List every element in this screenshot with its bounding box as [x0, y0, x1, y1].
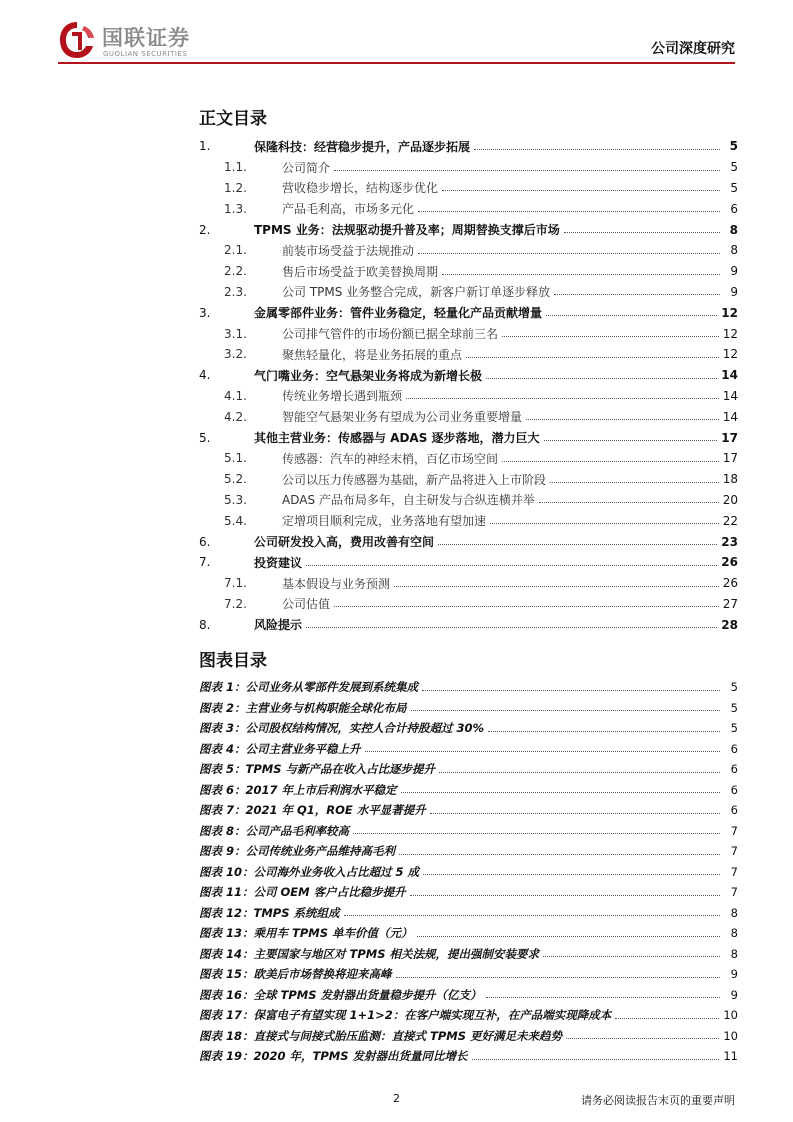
toc-entry-number: 1.2.	[224, 180, 247, 195]
toc-entry-number: 2.1.	[224, 243, 247, 258]
dot-leader	[564, 232, 720, 233]
toc-entry[interactable]	[199, 198, 738, 219]
figure-entry-page: 8	[730, 905, 738, 920]
figure-entry-text: 图表 6：2017 年上市后利润水平稳定	[199, 782, 397, 797]
toc-entry-page: 14	[722, 409, 738, 424]
toc-entry-text: 公司简介	[282, 160, 331, 175]
toc-entry-page: 12	[722, 326, 738, 341]
toc-entry-number: 2.	[199, 222, 211, 237]
dot-leader	[546, 315, 717, 316]
page-number: 2	[393, 1092, 400, 1105]
dot-leader	[550, 482, 719, 483]
toc-entry[interactable]	[199, 365, 738, 386]
figure-entry-page: 6	[730, 803, 738, 818]
dot-leader	[401, 792, 720, 793]
logo-chinese-name: 国联证券	[102, 26, 190, 50]
figure-entry[interactable]	[199, 677, 738, 698]
dot-leader	[422, 690, 720, 691]
figure-entry-text: 图表 17：保富电子有望实现 1+1>2：在客户端实现互补，在产品端实现降成本	[199, 1008, 612, 1023]
figure-entry-page: 6	[730, 782, 738, 797]
figure-entry-page: 7	[730, 844, 738, 859]
toc-entry-page: 22	[722, 513, 738, 528]
dot-leader	[410, 895, 720, 896]
figure-entry-page: 9	[730, 987, 738, 1002]
figure-entry-page: 11	[723, 1049, 738, 1064]
toc-entry[interactable]	[199, 531, 738, 552]
toc-entry-number: 5.1.	[224, 451, 247, 466]
figure-entry-page: 6	[730, 762, 738, 777]
toc-entry-number: 1.	[199, 139, 211, 154]
toc-entry-page: 9	[730, 284, 738, 299]
dot-leader	[615, 1018, 719, 1019]
toc-entry[interactable]	[199, 427, 738, 448]
toc-entry-number: 2.2.	[224, 264, 247, 279]
dot-leader	[418, 211, 720, 212]
figure-entry-text: 图表 7：2021 年 Q1，ROE 水平显著提升	[199, 803, 426, 818]
figure-entry-text: 图表 18：直接式与间接式胎压监测：直接式 TPMS 更好满足未来趋势	[199, 1028, 563, 1043]
toc-entry-text: 公司研发投入高，费用改善有空间	[254, 535, 435, 550]
toc-entry-number: 6.	[199, 534, 211, 549]
figure-entry-page: 7	[730, 864, 738, 879]
dot-leader	[442, 274, 720, 275]
figures-title: 图表目录	[199, 651, 267, 671]
toc-entry[interactable]	[199, 510, 738, 531]
figure-entry-page: 8	[730, 946, 738, 961]
toc-entry-text: 传统业务增长遇到瓶颈	[282, 389, 403, 404]
toc-entry-page: 14	[721, 368, 738, 383]
toc-entry-number: 4.2.	[224, 409, 247, 424]
toc-entry-number: 4.1.	[224, 388, 247, 403]
dot-leader	[526, 419, 719, 420]
toc-entry[interactable]	[199, 573, 738, 594]
figure-entry[interactable]	[199, 759, 738, 780]
figure-entry-text: 图表 3：公司股权结构情况，实控人合计持股超过 30%	[199, 721, 485, 736]
toc-entry-text: 金属零部件业务：管件业务稳定，轻量化产品贡献增量	[254, 306, 543, 321]
figure-entry[interactable]	[199, 862, 738, 883]
toc-entry[interactable]	[199, 240, 738, 261]
toc-entry-text: 公司排气管件的市场份额已据全球前三名	[282, 327, 499, 342]
toc-entry-page: 5	[729, 139, 738, 154]
dot-leader	[353, 833, 720, 834]
dot-leader	[334, 606, 719, 607]
toc-entry-page: 14	[722, 388, 738, 403]
dot-leader	[490, 523, 719, 524]
dot-leader	[394, 586, 719, 587]
figure-entry-text: 图表 5：TPMS 与新产品在收入占比逐步提升	[199, 762, 436, 777]
toc-entry-text: 公司以压力传感器为基础，新产品将进入上市阶段	[282, 472, 547, 487]
toc-entry-page: 26	[721, 555, 738, 570]
toc-entry-text: 公司估值	[282, 597, 331, 612]
report-type-label: 公司深度研究	[651, 41, 735, 57]
figure-entry-page: 7	[730, 885, 738, 900]
toc-entry-number: 7.2.	[224, 596, 247, 611]
toc-entry-text: 聚焦轻量化，将是业务拓展的重点	[282, 347, 463, 362]
table-of-contents	[199, 136, 738, 635]
toc-entry-number: 7.	[199, 555, 211, 570]
figure-entry-text: 图表 4：公司主营业务平稳上升	[199, 741, 361, 756]
figure-entry[interactable]	[199, 718, 738, 739]
dot-leader	[488, 731, 720, 732]
figure-entry-text: 图表 11：公司 OEM 客户占比稳步提升	[199, 885, 406, 900]
figure-entry-page: 5	[730, 721, 738, 736]
figure-entry-text: 图表 13：乘用车 TPMS 单车价值（元）	[199, 926, 413, 941]
header-divider	[58, 62, 735, 64]
dot-leader	[502, 336, 719, 337]
toc-entry-text: 售后市场受益于欧美替换周期	[282, 264, 439, 279]
toc-entry-page: 12	[722, 347, 738, 362]
toc-entry-number: 3.2.	[224, 347, 247, 362]
figure-entry-text: 图表 9：公司传统业务产品维持高毛利	[199, 844, 396, 859]
toc-entry-page: 9	[730, 264, 738, 279]
dot-leader	[474, 149, 720, 150]
toc-entry-page: 20	[722, 492, 738, 507]
toc-entry-text: 基本假设与业务预测	[282, 576, 391, 591]
toc-entry-page: 6	[730, 201, 738, 216]
toc-entry-text: 产品毛利高，市场多元化	[282, 202, 415, 217]
toc-entry-page: 26	[722, 576, 738, 591]
toc-entry-text: TPMS 业务：法规驱动提升普及率；周期替换支撑后市场	[254, 223, 560, 238]
dot-leader	[406, 398, 719, 399]
figure-entry-text: 图表 8：公司产品毛利率较高	[199, 823, 350, 838]
toc-entry[interactable]	[199, 490, 738, 511]
dot-leader	[399, 854, 720, 855]
dot-leader	[344, 915, 720, 916]
toc-entry-page: 5	[730, 160, 738, 175]
page-header	[0, 0, 793, 70]
toc-entry[interactable]	[199, 282, 738, 303]
figure-entry-page: 5	[730, 700, 738, 715]
figure-entry[interactable]	[199, 964, 738, 985]
figure-entry-text: 图表 10：公司海外业务收入占比超过 5 成	[199, 864, 420, 879]
toc-entry[interactable]	[199, 469, 738, 490]
toc-entry-number: 8.	[199, 617, 211, 632]
dot-leader	[417, 936, 720, 937]
dot-leader	[438, 544, 717, 545]
toc-entry-text: 其他主营业务：传感器与 ADAS 逐步落地，潜力巨大	[254, 431, 540, 446]
toc-title: 正文目录	[199, 109, 267, 129]
toc-entry-text: 风险提示	[254, 618, 303, 633]
toc-entry-number: 2.3.	[224, 284, 247, 299]
toc-entry[interactable]	[199, 261, 738, 282]
figure-entry-text: 图表 15：欧美后市场替换将迎来高峰	[199, 967, 392, 982]
figure-entry[interactable]	[199, 800, 738, 821]
figure-entry-text: 图表 16：全球 TPMS 发射器出货量稳步提升（亿支）	[199, 987, 482, 1002]
toc-entry[interactable]	[199, 406, 738, 427]
toc-entry[interactable]	[199, 178, 738, 199]
dot-leader	[442, 190, 720, 191]
toc-entry-text: 公司 TPMS 业务整合完成，新客户新订单逐步释放	[282, 285, 551, 300]
dot-leader	[544, 440, 718, 441]
footer-disclaimer: 请务必阅读报告末页的重要声明	[581, 1094, 735, 1107]
toc-entry-page: 17	[722, 451, 738, 466]
toc-entry-page: 23	[721, 534, 738, 549]
toc-entry-page: 17	[721, 430, 738, 445]
toc-entry[interactable]	[199, 448, 738, 469]
figure-entry[interactable]	[199, 1005, 738, 1026]
toc-entry[interactable]	[199, 594, 738, 615]
dot-leader	[472, 1059, 720, 1060]
toc-entry[interactable]	[199, 323, 738, 344]
toc-entry-text: 智能空气悬架业务有望成为公司业务重要增量	[282, 410, 523, 425]
logo-english-name: GUOLIAN SECURITIES	[103, 50, 188, 58]
figure-entry-page: 7	[730, 823, 738, 838]
figure-entry-text: 图表 19：2020 年，TPMS 发射器出货量同比增长	[199, 1049, 468, 1064]
toc-entry-page: 8	[729, 222, 738, 237]
dot-leader	[418, 253, 720, 254]
toc-entry-page: 18	[722, 472, 738, 487]
toc-entry-number: 1.3.	[224, 201, 247, 216]
figure-entry-page: 10	[723, 1008, 738, 1023]
figure-entry[interactable]	[199, 698, 738, 719]
figure-entry-page: 6	[730, 741, 738, 756]
toc-entry-text: 定增项目顺利完成，业务落地有望加速	[282, 514, 487, 529]
figure-entry-text: 图表 12：TMPS 系统组成	[199, 905, 340, 920]
figure-entry[interactable]	[199, 821, 738, 842]
figure-entry-page: 5	[730, 680, 738, 695]
toc-entry-number: 3.	[199, 305, 211, 320]
dot-leader	[554, 294, 720, 295]
toc-entry-text: 传感器：汽车的神经末梢，百亿市场空间	[282, 451, 499, 466]
toc-entry-number: 3.1.	[224, 326, 247, 341]
figure-entry[interactable]	[199, 923, 738, 944]
toc-entry[interactable]	[199, 614, 738, 635]
toc-entry-page: 28	[721, 617, 738, 632]
dot-leader	[486, 997, 720, 998]
figure-entry-text: 图表 2：主营业务与机构职能全球化布局	[199, 700, 407, 715]
toc-entry[interactable]	[199, 219, 738, 240]
dot-leader	[466, 357, 719, 358]
toc-entry-number: 5.2.	[224, 472, 247, 487]
toc-entry-text: 投资建议	[254, 555, 303, 570]
figure-entry-text: 图表 1：公司业务从零部件发展到系统集成	[199, 680, 419, 695]
toc-entry[interactable]	[199, 552, 738, 573]
toc-entry-number: 1.1.	[224, 160, 247, 175]
dot-leader	[306, 565, 717, 566]
guolian-logo	[58, 20, 218, 62]
toc-entry[interactable]	[199, 157, 738, 178]
figure-entry[interactable]	[199, 985, 738, 1006]
toc-entry-text: 气门嘴业务：空气悬架业务将成为新增长极	[254, 368, 483, 383]
guolian-logo-icon	[58, 20, 96, 60]
toc-entry-text: 营收稳步增长，结构逐步优化	[282, 181, 439, 196]
toc-entry-number: 5.3.	[224, 492, 247, 507]
toc-entry-page: 27	[722, 596, 738, 611]
toc-entry-text: ADAS 产品布局多年，自主研发与合纵连横并举	[282, 493, 535, 508]
figure-entry[interactable]	[199, 1046, 738, 1067]
dot-leader	[334, 170, 720, 171]
dot-leader	[365, 751, 720, 752]
toc-entry-number: 5.	[199, 430, 211, 445]
dot-leader	[430, 813, 720, 814]
dot-leader	[411, 710, 720, 711]
dot-leader	[396, 977, 720, 978]
dot-leader	[543, 956, 720, 957]
toc-entry-number: 4.	[199, 368, 211, 383]
dot-leader	[486, 378, 717, 379]
figure-entry[interactable]	[199, 882, 738, 903]
dot-leader	[502, 461, 719, 462]
figure-entry[interactable]	[199, 780, 738, 801]
toc-entry[interactable]	[199, 344, 738, 365]
figure-entry-page: 10	[723, 1028, 738, 1043]
figure-entry[interactable]	[199, 1026, 738, 1047]
toc-entry[interactable]	[199, 386, 738, 407]
toc-entry-text: 前装市场受益于法规推动	[282, 243, 415, 258]
figure-list	[199, 677, 738, 1067]
toc-entry-page: 5	[730, 180, 738, 195]
figure-entry[interactable]	[199, 903, 738, 924]
dot-leader	[306, 627, 717, 628]
figure-entry-page: 8	[730, 926, 738, 941]
toc-entry-text: 保隆科技：经营稳步提升，产品逐步拓展	[254, 139, 471, 154]
toc-entry-number: 7.1.	[224, 576, 247, 591]
figure-entry[interactable]	[199, 841, 738, 862]
toc-entry-number: 5.4.	[224, 513, 247, 528]
dot-leader	[566, 1038, 719, 1039]
figure-entry[interactable]	[199, 739, 738, 760]
figure-entry-page: 9	[730, 967, 738, 982]
dot-leader	[439, 772, 720, 773]
figure-entry-text: 图表 14：主要国家与地区对 TPMS 相关法规，提出强制安装要求	[199, 946, 540, 961]
toc-entry-page: 8	[730, 243, 738, 258]
toc-entry[interactable]	[199, 302, 738, 323]
dot-leader	[539, 502, 719, 503]
figure-entry[interactable]	[199, 944, 738, 965]
toc-entry-page: 12	[721, 305, 738, 320]
toc-entry[interactable]	[199, 136, 738, 157]
dot-leader	[423, 874, 720, 875]
